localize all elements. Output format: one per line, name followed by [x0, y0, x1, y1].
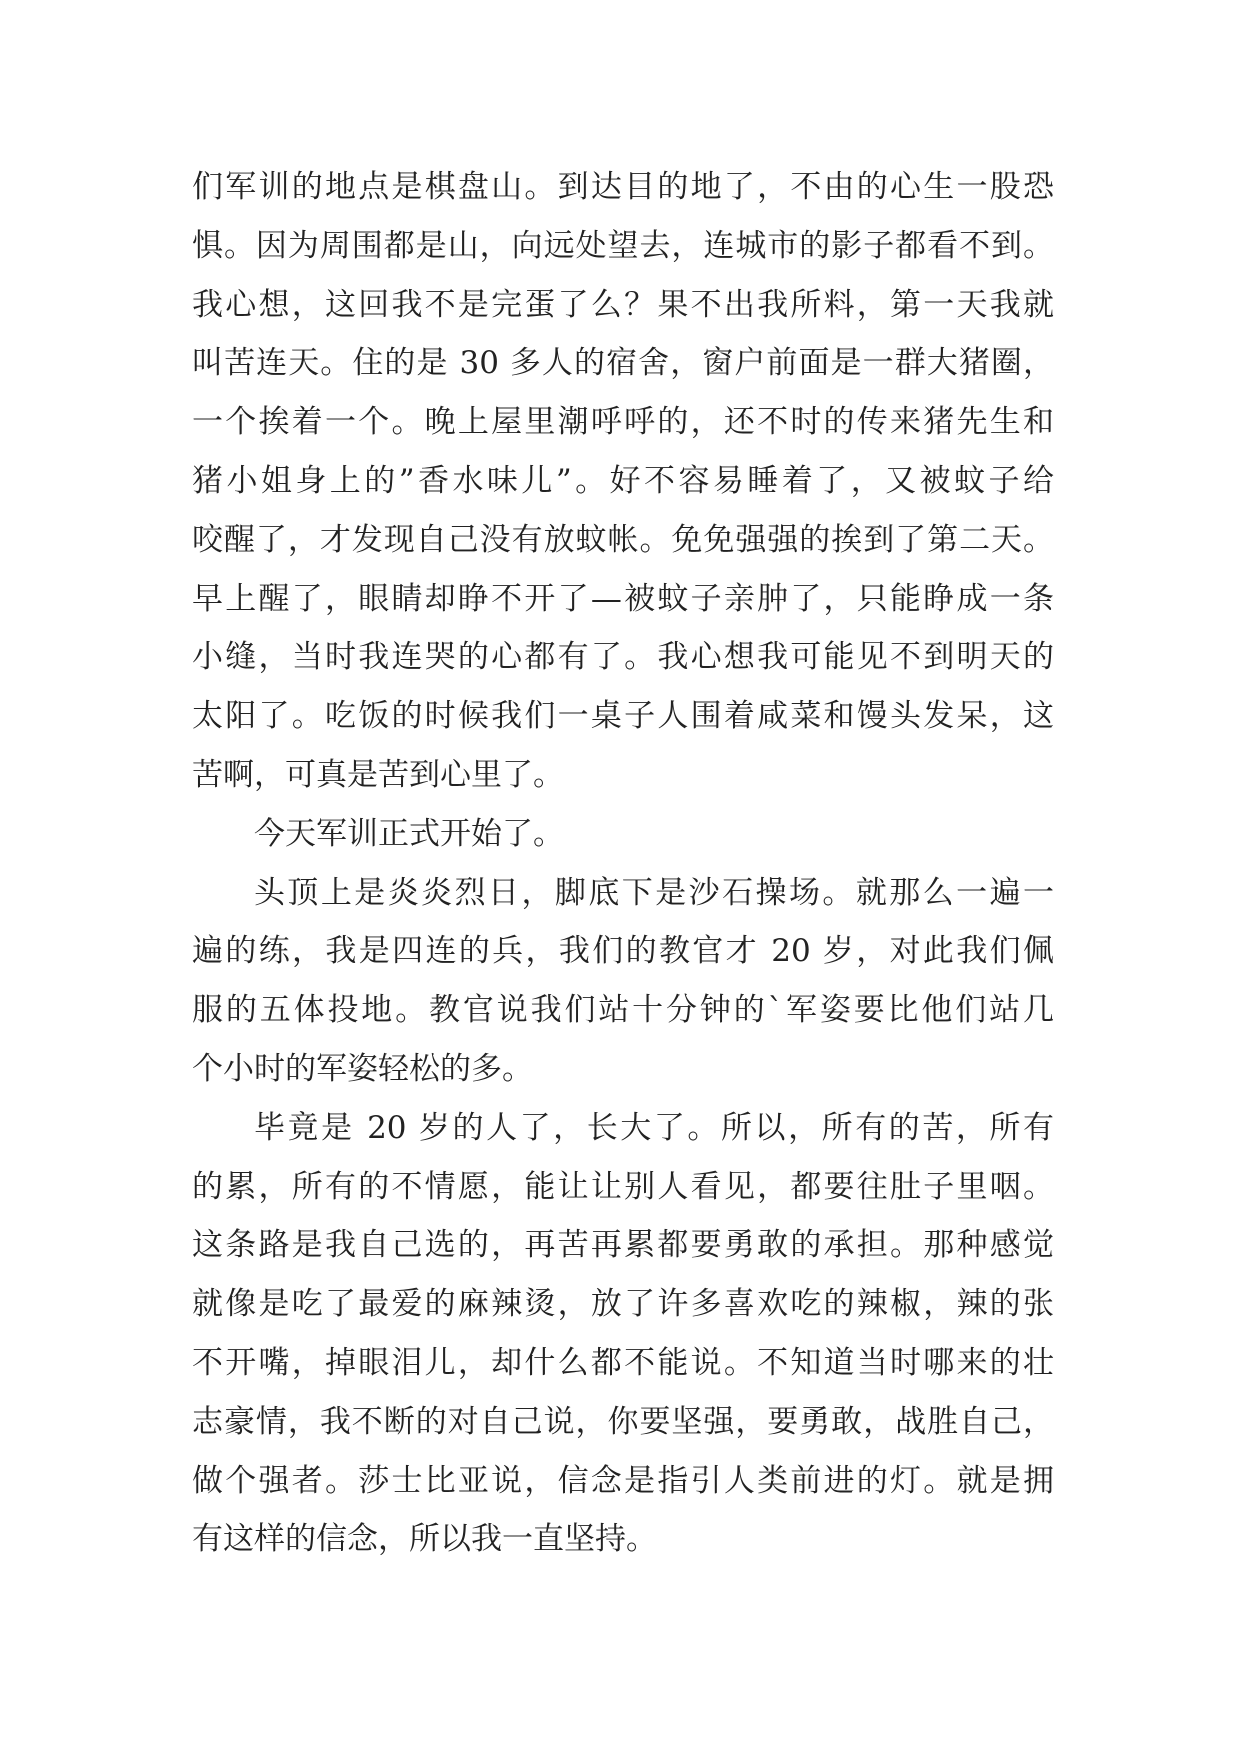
text-line: 不开嘴，掉眼泪儿，却什么都不能说。不知道当时哪来的壮 — [192, 1344, 1054, 1381]
text-line: 叫苦连天。住的是 30 多人的宿舍，窗户前面是一群大猪圈， — [192, 345, 1054, 382]
text-line: 咬醒了，才发现自己没有放蚊帐。免免强强的挨到了第二天。 — [192, 521, 1054, 558]
text-line: 惧。因为周围都是山，向远处望去，连城市的影子都看不到。 — [192, 227, 1054, 264]
text-line: 这条路是我自己选的，再苦再累都要勇敢的承担。那种感觉 — [192, 1227, 1054, 1264]
paragraph — [192, 158, 1054, 805]
text-line: 小缝，当时我连哭的心都有了。我心想我可能见不到明天的 — [192, 639, 1054, 676]
text-line: 做个强者。莎士比亚说，信念是指引人类前进的灯。就是拥 — [192, 1462, 1054, 1499]
paragraph — [192, 864, 1054, 1099]
text-line: 就像是吃了最爱的麻辣烫，放了许多喜欢吃的辣椒，辣的张 — [192, 1286, 1054, 1323]
paragraph — [192, 1099, 1054, 1569]
text-line: 苦啊，可真是苦到心里了。 — [192, 756, 564, 793]
text-line: 个小时的军姿轻松的多。 — [192, 1050, 533, 1087]
text-line: 一个挨着一个。晚上屋里潮呼呼的，还不时的传来猪先生和 — [192, 404, 1054, 441]
text-line: 毕竟是 20 岁的人了，长大了。所以，所有的苦，所有 — [254, 1109, 1054, 1146]
body-text — [192, 158, 1054, 1569]
text-line: 早上醒了，眼睛却睁不开了—被蚊子亲肿了，只能睁成一条 — [192, 580, 1054, 617]
text-line: 服的五体投地。教官说我们站十分钟的`军姿要比他们站几 — [192, 992, 1054, 1029]
text-line: 头顶上是炎炎烈日，脚底下是沙石操场。就那么一遍一 — [254, 874, 1054, 911]
text-line: 志豪情，我不断的对自己说，你要坚强，要勇敢，战胜自己， — [192, 1403, 1054, 1440]
text-line: 今天军训正式开始了。 — [254, 815, 564, 852]
text-line: 有这样的信念，所以我一直坚持。 — [192, 1521, 657, 1558]
text-line: 的累，所有的不情愿，能让让别人看见，都要往肚子里咽。 — [192, 1168, 1054, 1205]
text-line: 遍的练，我是四连的兵，我们的教官才 20 岁，对此我们佩 — [192, 933, 1054, 970]
text-line: 猪小姐身上的”香水味儿”。好不容易睡着了，又被蚊子给 — [192, 462, 1054, 499]
text-line: 我心想，这回我不是完蛋了么？果不出我所料，第一天我就 — [192, 286, 1054, 323]
paragraph — [192, 805, 1054, 864]
text-line: 们军训的地点是棋盘山。到达目的地了，不由的心生一股恐 — [192, 169, 1054, 205]
text-line: 太阳了。吃饭的时候我们一桌子人围着咸菜和馒头发呆，这 — [192, 698, 1054, 735]
